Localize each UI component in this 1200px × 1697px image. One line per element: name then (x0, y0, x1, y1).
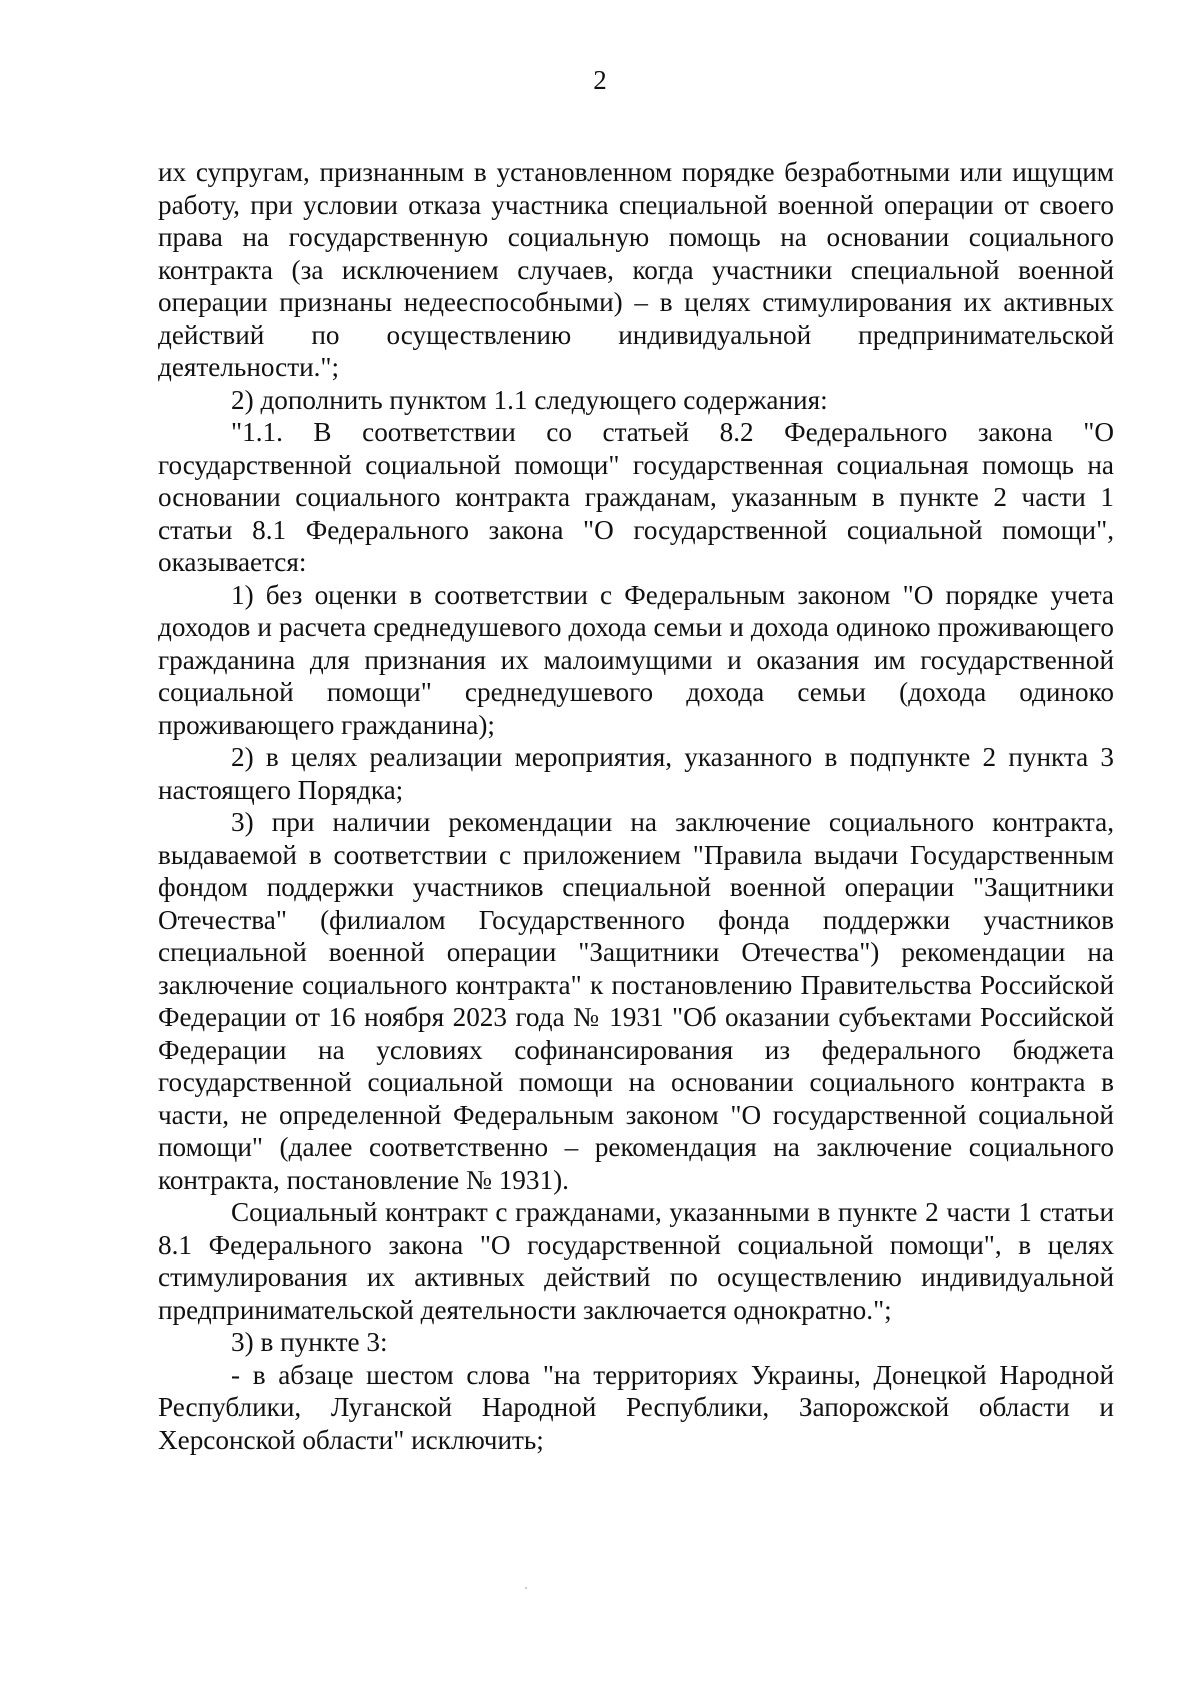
paragraph-continuation: их супругам, признанным в установленном порядке безработными или ищущим работу, при условии отказа участника специальной военной операции от своего права на государственную социальную помощь на основании социального контракта (за исключением случаев, когда участники специальной военной операции признаны недееспособными) – в целях стимулирования их активных действий по осуществлению индивидуальной предпринимательской деятельности."; (158, 157, 1114, 382)
paragraph-subitem-3: 3) при наличии рекомендации на заключение социального контракта, выдаваемой в соответствии с приложением "Правила выдачи Государственным фондом поддержки участников специальной военной операции "Защитники Отечества" (филиалом Государственного фонда поддержки участников специальной военной операции "Защитники Отечества") рекомендации на заключение социального контракта" к постановлению Правительства Российской Федерации от 16 ноября 2023 года № 1931 "Об оказании субъектами Российской Федерации на условиях софинансирования из федерального бюджета государственной социальной помощи на основании социального контракта в части, не определенной Федеральным законом "О государственной социальной помощи" (далее соответственно – рекомендация на заключение социального контракта, постановление № 1931). (158, 807, 1114, 1195)
paragraph-item-2: 2) дополнить пунктом 1.1 следующего содержания: (231, 384, 828, 415)
page-number: 2 (593, 65, 607, 95)
paragraph-social-contract: Социальный контракт с гражданами, указанными в пункте 2 части 1 статьи 8.1 Федерального закона "О государственной социальной помощи", в целях стимулирования их активных действий по осуществлению индивидуальной предпринимательской деятельности заключается однократно."; (158, 1197, 1114, 1325)
paragraph-clause-1-1: "1.1. В соответствии со статьей 8.2 Федерального закона "О государственной социальной помощи" государственная социальная помощь на основании социального контракта гражданам, указанным в пункте 2 части 1 статьи 8.1 Федерального закона "О государственной социальной помощи", оказывается: (158, 417, 1114, 577)
paragraph-item-3: 3) в пункте 3: (231, 1327, 388, 1357)
paragraph-subitem-1: 1) без оценки в соответствии с Федеральным законом "О порядке учета доходов и расчета среднедушевого дохода семьи и дохода одиноко проживающего гражданина для признания их малоимущими и оказания им государственной социальной помощи" среднедушевого дохода семьи (дохода одиноко проживающего гражданина); (158, 579, 1114, 740)
paragraph-subitem-2: 2) в целях реализации мероприятия, указанного в подпункте 2 пункта 3 настоящего Порядка; (158, 742, 1114, 805)
scan-speck (525, 1587, 527, 1589)
paragraph-item-3-dash: - в абзаце шестом слова "на территориях Украины, Донецкой Народной Республики, Луганской Народной Республики, Запорожской области и Херсонской области" исключить; (158, 1359, 1114, 1455)
document-body (158, 156, 1114, 1456)
